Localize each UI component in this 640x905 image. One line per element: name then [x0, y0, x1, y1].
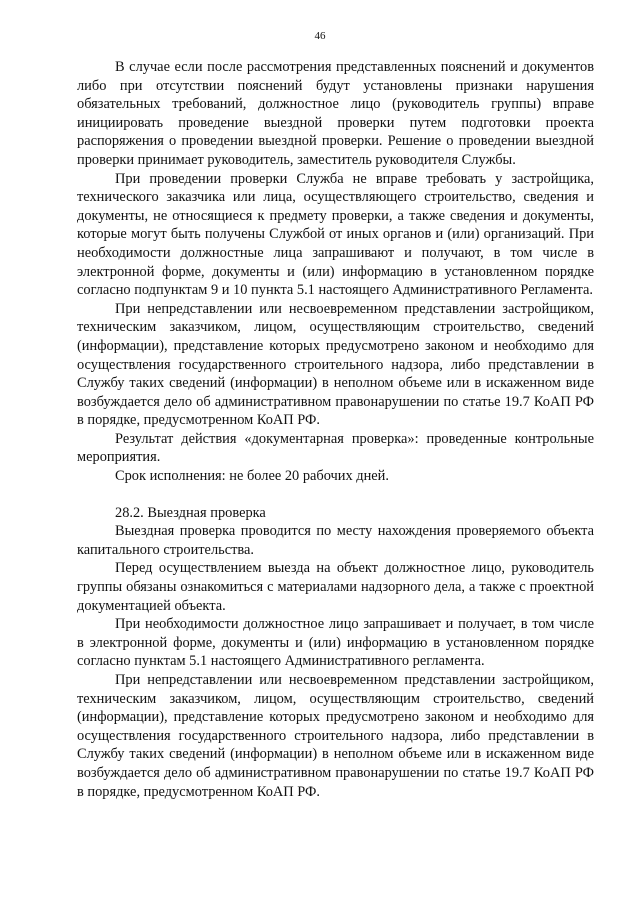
paragraph-non-submission-onsite: При непредставлении или несвоевременном представлении застройщиком, техническим заказчиком, лицом, осуществляющим строительство, сведений (информации), представление которых предусмотрено законом и необходимо для осуществления государственного строительного надзора, либо представлении в Службу таких сведений (информации) в неполном объеме или в искаженном виде возбуждается дело об административном правонарушении по статье 19.7 КоАП РФ в порядке, предусмотренном КоАП РФ. [77, 672, 594, 800]
paragraph-result: Результат действия «документарная проверка»: проведенные контрольные мероприятия. [77, 430, 594, 466]
page-number: 46 [314, 30, 326, 42]
paragraph-review-outcome: В случае если после рассмотрения представленных пояснений и документов либо при отсутствии пояснений будут установлены признаки нарушения обязательных требований, должностное лицо (руководитель группы) вправе инициировать проведение выездной проверки путем подготовки проекта распоряжения о проведении выездной проверки. Решение о проведении выездной проверки принимает руководитель, заместитель руководителя Службы. [77, 59, 594, 168]
paragraph-non-submission: При непредставлении или несвоевременном представлении застройщиком, техническим заказчиком, лицом, осуществляющим строительство, сведений (информации), представление которых предусмотрено законом и необходимо для осуществления государственного строительного надзора, либо представлении в Службу таких сведений (информации) в неполном объеме или в искаженном виде возбуждается дело об административном правонарушении по статье 19.7 КоАП РФ в порядке, предусмотренном КоАП РФ. [77, 300, 594, 429]
section-heading: 28.2. Выездная проверка [115, 504, 266, 521]
paragraph-document-requests: При проведении проверки Служба не вправе требовать у застройщика, технического заказчика или лица, осуществляющего строительство, сведения и документы, не относящиеся к предмету проверки, а также сведения и документы, которые могут быть получены Службой от иных органов и (или) организаций. При необходимости должностные лица запрашивают и получают, в том числе в электронной форме, документы и (или) информацию в установленном порядке согласно подпунктам 9 и 10 пункта 5.1 настоящего Административного Регламента. [77, 170, 594, 299]
paragraph-onsite-location: Выездная проверка проводится по месту нахождения проверяемого объекта капитального строительства. [77, 523, 594, 558]
document-body [77, 58, 594, 801]
paragraph-before-visit: Перед осуществлением выезда на объект должностное лицо, руководитель группы обязаны ознакомиться с материалами надзорного дела, а также с проектной документацией объекта. [77, 560, 594, 614]
paragraph-deadline: Срок исполнения: не более 20 рабочих дней. [115, 468, 389, 485]
paragraph-information-request: При необходимости должностное лицо запрашивает и получает, в том числе в электронной форме, документы и (или) информацию в установленном порядке согласно пунктам 5.1 настоящего Административного регламента. [77, 616, 594, 670]
